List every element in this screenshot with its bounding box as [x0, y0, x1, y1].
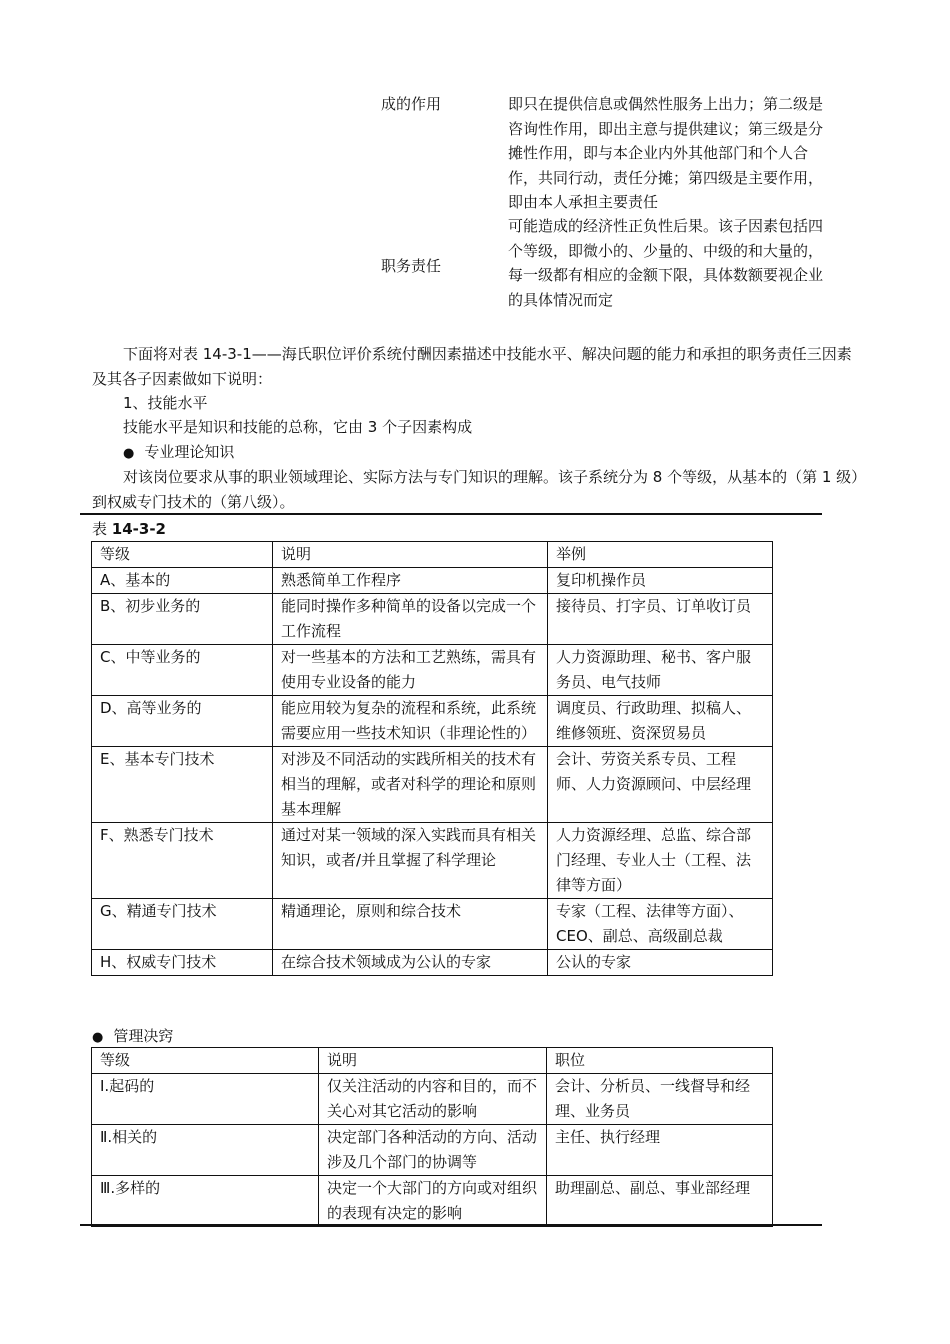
bullet-label: 管理决窍 [113, 1027, 174, 1045]
bullet-professional-knowledge [123, 440, 893, 467]
header-cell: 举例 [548, 542, 773, 568]
example-cell: 公认的专家 [548, 950, 773, 976]
position-cell: 助理副总、副总、事业部经理 [547, 1176, 773, 1227]
position-cell: 主任、执行经理 [547, 1125, 773, 1176]
table-header-row [92, 1048, 773, 1074]
level-cell: Ⅲ.多样的 [92, 1176, 319, 1227]
table-row [92, 950, 773, 976]
table-row [92, 594, 773, 645]
table-row [92, 899, 773, 950]
table-row [92, 1074, 773, 1125]
bullet-icon [123, 443, 144, 461]
description-cell: 在综合技术领域成为公认的专家 [273, 950, 548, 976]
skill-paragraph: 技能水平是知识和技能的总称，它由 3 个子因素构成 [123, 418, 473, 436]
knowledge-paragraph: 对该岗位要求从事的职业领域理论、实际方法与专门知识的理解。该子系统分为 8 个等级，从基本的（第 1 级）到权威专门技术的（第八级）。 [92, 468, 859, 511]
horizontal-rule-bottom [80, 1224, 822, 1226]
level-cell: A、基本的 [92, 568, 273, 594]
position-cell: 会计、分析员、一线督导和经理、业务员 [547, 1074, 773, 1125]
header-cell: 说明 [273, 542, 548, 568]
description-cell: 决定部门各种活动的方向、活动涉及几个部门的协调等 [319, 1125, 547, 1176]
management-table [91, 1047, 773, 1227]
table-row [92, 1176, 773, 1227]
text-line: 每一级都有相应的金额下限，具体数额要视企业 [508, 266, 824, 284]
text-line: 可能造成的经济性正负性后果。该子因素包括四 [508, 217, 824, 235]
level-cell: F、熟悉专门技术 [92, 823, 273, 899]
description-cell: 对一些基本的方法和工艺熟练，需具有使用专业设备的能力 [273, 645, 548, 696]
table-row [92, 696, 773, 747]
horizontal-rule-top [80, 513, 822, 515]
description-cell: 能同时操作多种简单的设备以完成一个工作流程 [273, 594, 548, 645]
text-line: 即由本人承担主要责任 [508, 193, 659, 211]
level-cell: Ⅰ.起码的 [92, 1074, 319, 1125]
description-cell: 对涉及不同活动的实践所相关的技术有相当的理解，或者对科学的理论和原则基本理解 [273, 747, 548, 823]
table-row [92, 747, 773, 823]
level-cell: E、基本专门技术 [92, 747, 273, 823]
level-cell: D、高等业务的 [92, 696, 273, 747]
table-caption [92, 518, 166, 540]
header-cell: 说明 [319, 1048, 547, 1074]
text-line: 作，共同行动，责任分摊；第四级是主要作用， [508, 168, 824, 187]
level-cell: Ⅱ.相关的 [92, 1125, 319, 1176]
text-line: 的具体情况而定 [508, 290, 614, 309]
table-row [92, 1125, 773, 1176]
description-cell: 能应用较为复杂的流程和系统，此系统需要应用一些技术知识（非理论性的） [273, 696, 548, 747]
section-heading-skill: 1、技能水平 [123, 394, 208, 412]
text-line: 咨询性作用，即出主意与提供建议；第三级是分 [508, 119, 824, 138]
description-cell: 通过对某一领域的深入实践而具有相关知识，或者/并且掌握了科学理论 [273, 823, 548, 899]
table-row [92, 823, 773, 899]
description-cell: 熟悉简单工作程序 [273, 568, 548, 594]
description-cell: 仅关注活动的内容和目的，而不关心对其它活动的影响 [319, 1074, 547, 1125]
example-cell: 会计、劳资关系专员、工程师、人力资源顾问、中层经理 [548, 747, 773, 823]
level-cell: H、权威专门技术 [92, 950, 273, 976]
example-cell: 人力资源经理、总监、综合部门经理、专业人士（工程、法律等方面） [548, 823, 773, 899]
description-cell: 精通理论，原则和综合技术 [273, 899, 548, 950]
top-row-text-1 [508, 92, 868, 215]
table-row [92, 568, 773, 594]
example-cell: 人力资源助理、秘书、客户服务员、电气技师 [548, 645, 773, 696]
intro-paragraph: 下面将对表 14-3-1——海氏职位评价系统付酬因素描述中技能水平、解决问题的能力和承担的职务责任三因素及其各子因素做如下说明： [92, 345, 852, 388]
text-line: 摊性作用，即与本企业内外其他部门和个人合 [508, 144, 809, 162]
bullet-management-knowhow [92, 1025, 173, 1049]
header-cell: 等级 [92, 1048, 319, 1074]
header-cell: 职位 [547, 1048, 773, 1074]
text-line: 即只在提供信息或偶然性服务上出力；第二级是 [508, 95, 824, 113]
text-line: 个等级，即微小的、少量的、中级的和大量的， [508, 241, 824, 260]
top-row-text-2 [508, 214, 868, 312]
level-cell: C、中等业务的 [92, 645, 273, 696]
table-row [92, 645, 773, 696]
example-cell: 调度员、行政助理、拟稿人、维修领班、资深贸易员 [548, 696, 773, 747]
top-row-label-1: 成的作用 [381, 95, 442, 113]
table-header-row [92, 542, 773, 568]
bullet-icon [92, 1027, 113, 1045]
skill-level-table [91, 541, 773, 976]
example-cell: 接待员、打字员、订单收订员 [548, 594, 773, 645]
caption-prefix: 表 [92, 520, 112, 538]
example-cell: 复印机操作员 [548, 568, 773, 594]
caption-number: 14-3-2 [111, 520, 166, 538]
level-cell: B、初步业务的 [92, 594, 273, 645]
description-cell: 决定一个大部门的方向或对组织的表现有决定的影响 [319, 1176, 547, 1227]
example-cell: 专家（工程、法律等方面）、CEO、副总、高级副总裁 [548, 899, 773, 950]
bullet-label: 专业理论知识 [144, 443, 235, 461]
top-row-label-2: 职务责任 [381, 257, 442, 275]
header-cell: 等级 [92, 542, 273, 568]
level-cell: G、精通专门技术 [92, 899, 273, 950]
